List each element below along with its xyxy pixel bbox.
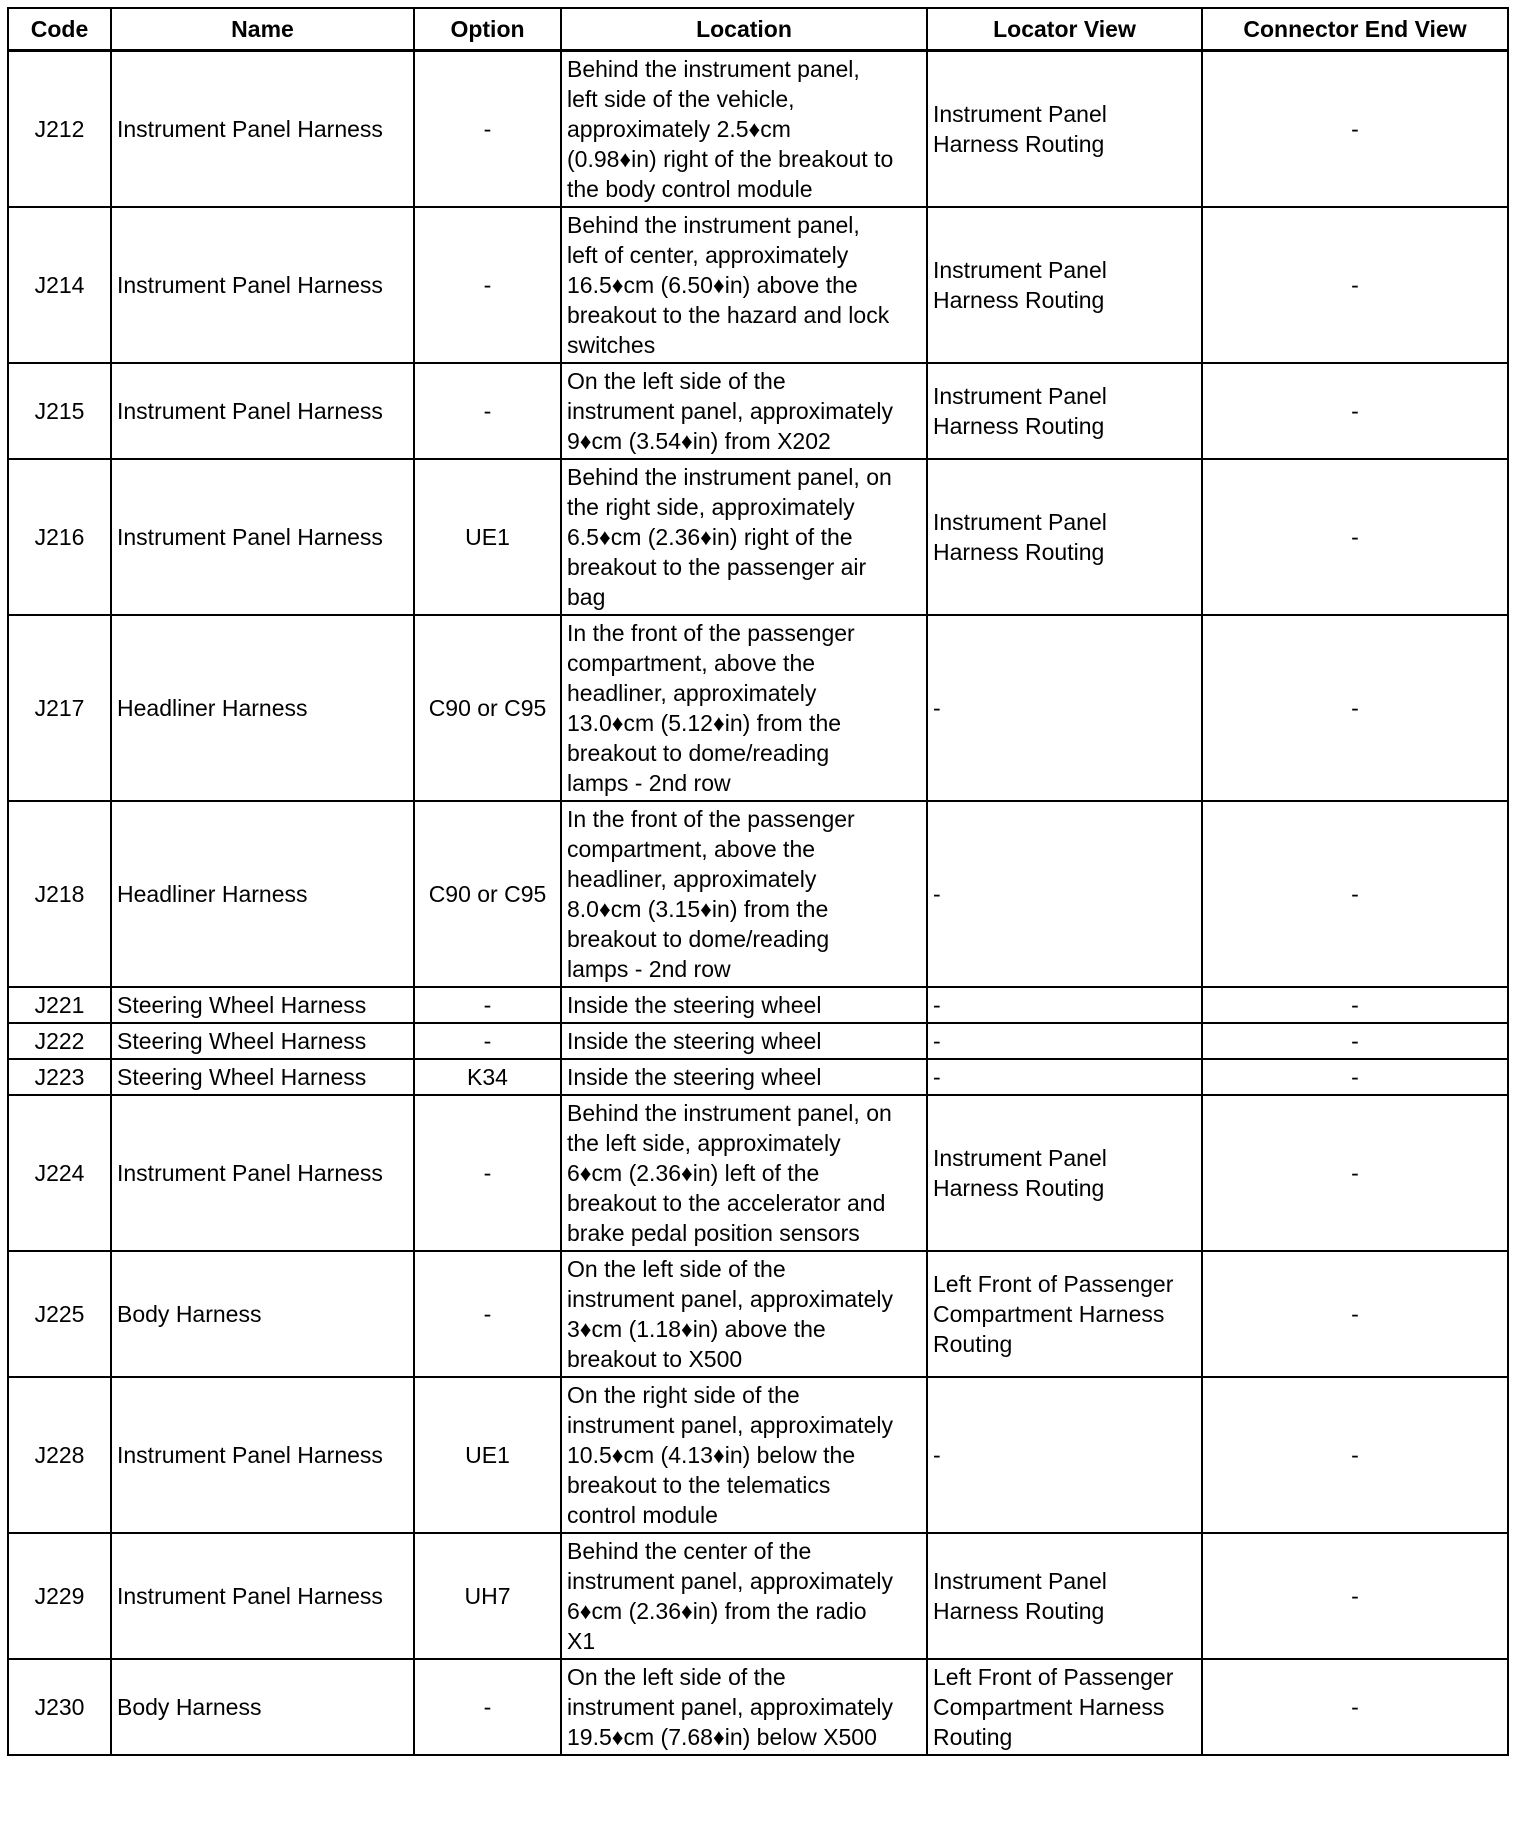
cell-connector-end-view: - [1202, 1659, 1508, 1755]
header-location: Location [561, 8, 927, 51]
table-row [8, 615, 1508, 801]
cell-option: - [414, 1023, 561, 1059]
cell-name: Instrument Panel Harness [111, 207, 414, 363]
table-row [8, 987, 1508, 1023]
cell-code: J222 [8, 1023, 111, 1059]
cell-locator-view: Instrument Panel Harness Routing [927, 1095, 1202, 1251]
cell-option: - [414, 207, 561, 363]
cell-locator-view: - [927, 1377, 1202, 1533]
cell-option: C90 or C95 [414, 801, 561, 987]
cell-name: Headliner Harness [111, 801, 414, 987]
header-code: Code [8, 8, 111, 51]
cell-location: Behind the instrument panel, left of center, approximately 16.5♦cm (6.50♦in) above the breakout to the hazard and lock switches [561, 207, 927, 363]
cell-connector-end-view: - [1202, 1377, 1508, 1533]
cell-connector-end-view: - [1202, 1251, 1508, 1377]
cell-connector-end-view: - [1202, 801, 1508, 987]
cell-connector-end-view: - [1202, 1095, 1508, 1251]
cell-code: J216 [8, 459, 111, 615]
table-row [8, 1533, 1508, 1659]
cell-code: J212 [8, 51, 111, 208]
cell-connector-end-view: - [1202, 363, 1508, 459]
cell-name: Instrument Panel Harness [111, 459, 414, 615]
cell-connector-end-view: - [1202, 459, 1508, 615]
cell-location: On the left side of the instrument panel, approximately 9♦cm (3.54♦in) from X202 [561, 363, 927, 459]
cell-connector-end-view: - [1202, 1059, 1508, 1095]
cell-location: Behind the instrument panel, on the left side, approximately 6♦cm (2.36♦in) left of the breakout to the accelerator and brake pedal position sensors [561, 1095, 927, 1251]
cell-location: Behind the instrument panel, left side of the vehicle, approximately 2.5♦cm (0.98♦in) right of the breakout to the body control module [561, 51, 927, 208]
cell-option: - [414, 1659, 561, 1755]
cell-name: Instrument Panel Harness [111, 1533, 414, 1659]
cell-locator-view: Instrument Panel Harness Routing [927, 459, 1202, 615]
cell-locator-view: Instrument Panel Harness Routing [927, 207, 1202, 363]
cell-code: J230 [8, 1659, 111, 1755]
cell-location: Behind the center of the instrument panel, approximately 6♦cm (2.36♦in) from the radio X1 [561, 1533, 927, 1659]
cell-code: J224 [8, 1095, 111, 1251]
table-body [8, 51, 1508, 1756]
cell-code: J217 [8, 615, 111, 801]
cell-locator-view: - [927, 801, 1202, 987]
cell-locator-view: Instrument Panel Harness Routing [927, 1533, 1202, 1659]
cell-locator-view: Instrument Panel Harness Routing [927, 363, 1202, 459]
connector-table [7, 7, 1509, 1756]
cell-option: UH7 [414, 1533, 561, 1659]
cell-name: Body Harness [111, 1659, 414, 1755]
header-row [8, 8, 1508, 51]
cell-code: J223 [8, 1059, 111, 1095]
cell-code: J225 [8, 1251, 111, 1377]
cell-option: UE1 [414, 459, 561, 615]
cell-connector-end-view: - [1202, 1533, 1508, 1659]
connector-table-sheet [7, 7, 1509, 1756]
table-row [8, 1659, 1508, 1755]
cell-option: - [414, 1095, 561, 1251]
cell-option: - [414, 363, 561, 459]
cell-code: J221 [8, 987, 111, 1023]
cell-option: K34 [414, 1059, 561, 1095]
cell-location: In the front of the passenger compartment, above the headliner, approximately 13.0♦cm (5.12♦in) from the breakout to dome/reading lamps - 2nd row [561, 615, 927, 801]
cell-locator-view: - [927, 987, 1202, 1023]
cell-code: J214 [8, 207, 111, 363]
cell-connector-end-view: - [1202, 987, 1508, 1023]
table-row [8, 459, 1508, 615]
cell-locator-view: - [927, 1023, 1202, 1059]
cell-location: On the left side of the instrument panel, approximately 3♦cm (1.18♦in) above the breakout to X500 [561, 1251, 927, 1377]
cell-name: Instrument Panel Harness [111, 1095, 414, 1251]
cell-option: - [414, 987, 561, 1023]
cell-connector-end-view: - [1202, 1023, 1508, 1059]
table-row [8, 1059, 1508, 1095]
cell-locator-view: - [927, 615, 1202, 801]
cell-location: On the left side of the instrument panel, approximately 19.5♦cm (7.68♦in) below X500 [561, 1659, 927, 1755]
cell-option: UE1 [414, 1377, 561, 1533]
cell-name: Instrument Panel Harness [111, 1377, 414, 1533]
cell-name: Steering Wheel Harness [111, 1059, 414, 1095]
cell-option: - [414, 51, 561, 208]
cell-locator-view: Left Front of Passenger Compartment Harness Routing [927, 1251, 1202, 1377]
cell-option: - [414, 1251, 561, 1377]
cell-name: Instrument Panel Harness [111, 51, 414, 208]
cell-location: In the front of the passenger compartment, above the headliner, approximately 8.0♦cm (3.15♦in) from the breakout to dome/reading lamps - 2nd row [561, 801, 927, 987]
cell-location: Inside the steering wheel [561, 987, 927, 1023]
header-connector-end-view: Connector End View [1202, 8, 1508, 51]
cell-locator-view: Instrument Panel Harness Routing [927, 51, 1202, 208]
table-row [8, 363, 1508, 459]
header-name: Name [111, 8, 414, 51]
table-row [8, 51, 1508, 208]
cell-locator-view: Left Front of Passenger Compartment Harness Routing [927, 1659, 1202, 1755]
cell-code: J218 [8, 801, 111, 987]
table-row [8, 1023, 1508, 1059]
cell-code: J215 [8, 363, 111, 459]
cell-connector-end-view: - [1202, 207, 1508, 363]
cell-location: Inside the steering wheel [561, 1059, 927, 1095]
header-option: Option [414, 8, 561, 51]
cell-locator-view: - [927, 1059, 1202, 1095]
cell-location: Behind the instrument panel, on the right side, approximately 6.5♦cm (2.36♦in) right of the breakout to the passenger air bag [561, 459, 927, 615]
table-row [8, 1377, 1508, 1533]
cell-connector-end-view: - [1202, 51, 1508, 208]
table-row [8, 207, 1508, 363]
cell-code: J229 [8, 1533, 111, 1659]
header-locator-view: Locator View [927, 8, 1202, 51]
cell-location: Inside the steering wheel [561, 1023, 927, 1059]
cell-connector-end-view: - [1202, 615, 1508, 801]
cell-name: Steering Wheel Harness [111, 987, 414, 1023]
table-row [8, 801, 1508, 987]
table-row [8, 1095, 1508, 1251]
cell-location: On the right side of the instrument panel, approximately 10.5♦cm (4.13♦in) below the breakout to the telematics control module [561, 1377, 927, 1533]
cell-code: J228 [8, 1377, 111, 1533]
cell-name: Headliner Harness [111, 615, 414, 801]
cell-option: C90 or C95 [414, 615, 561, 801]
cell-name: Body Harness [111, 1251, 414, 1377]
cell-name: Steering Wheel Harness [111, 1023, 414, 1059]
table-row [8, 1251, 1508, 1377]
cell-name: Instrument Panel Harness [111, 363, 414, 459]
